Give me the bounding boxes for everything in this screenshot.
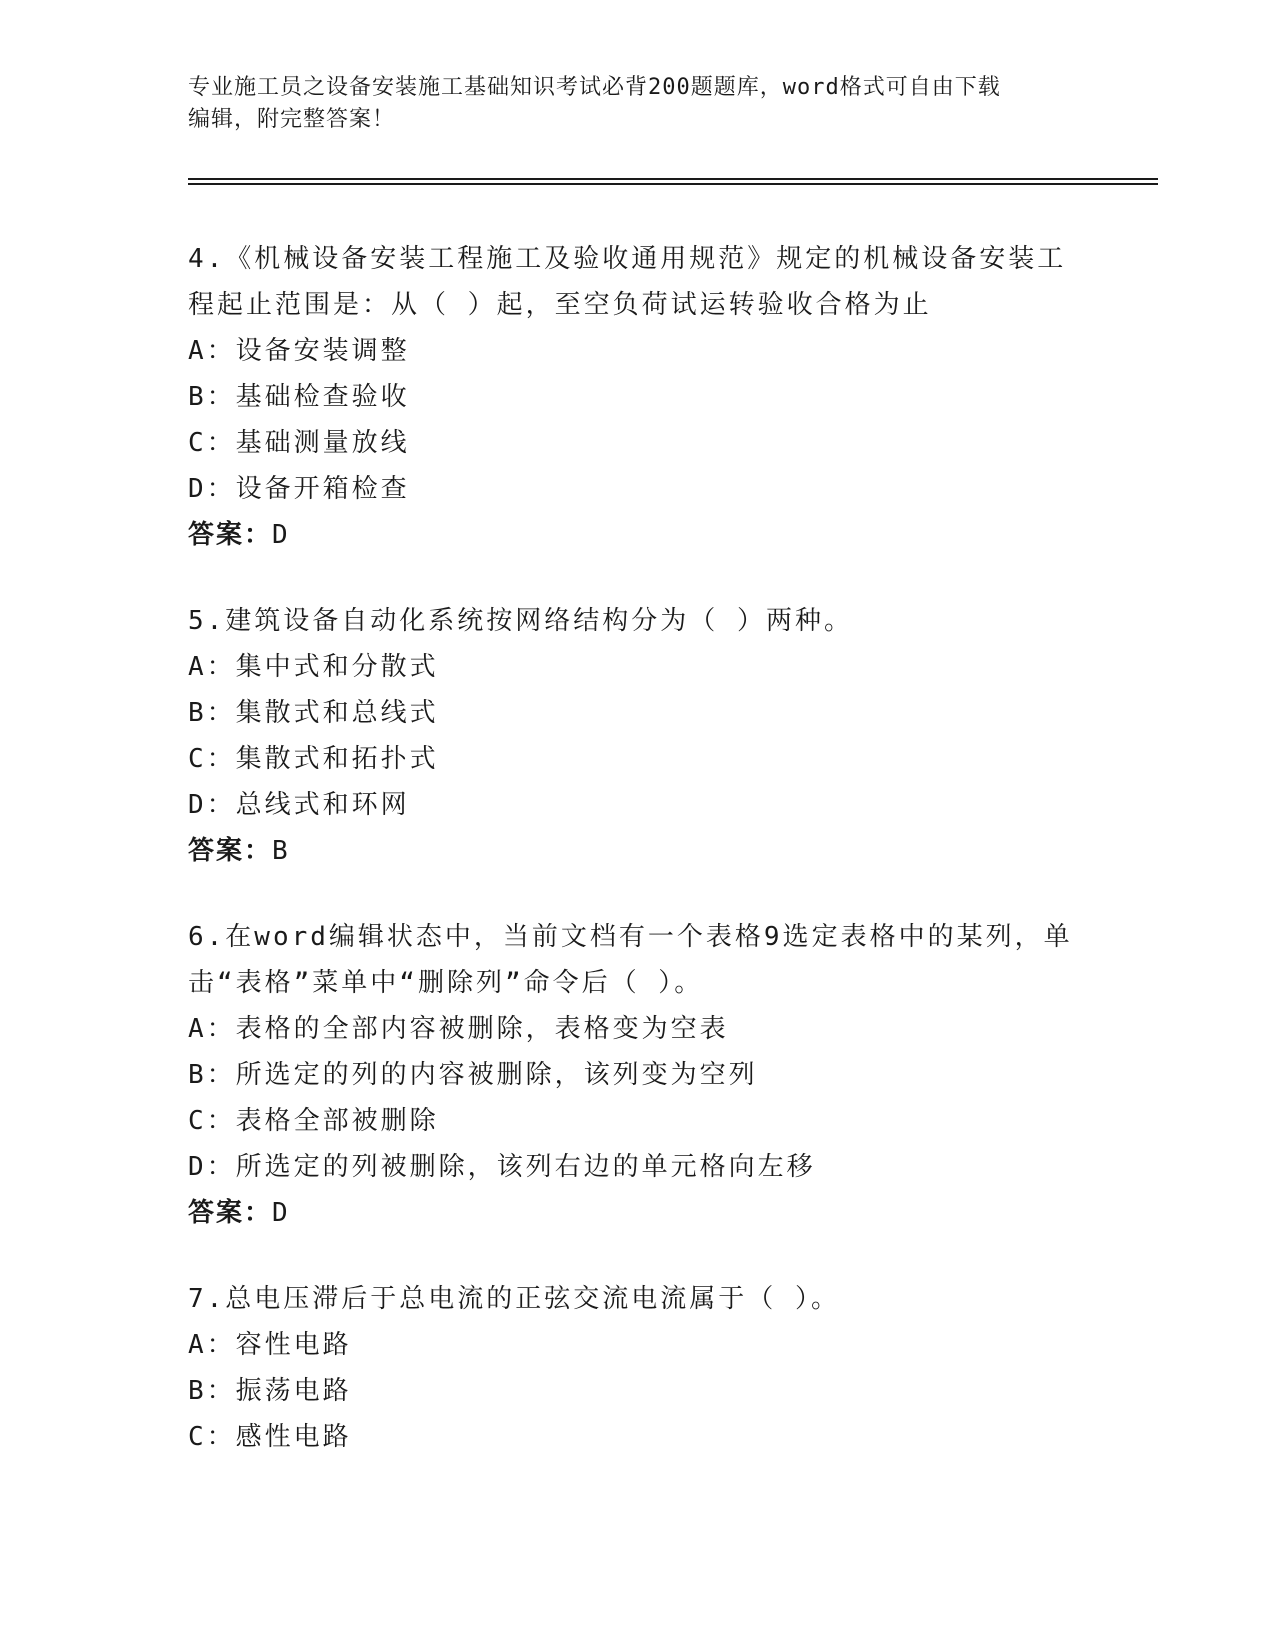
question-stem: 6.在word编辑状态中，当前文档有一个表格9选定表格中的某列，单 bbox=[188, 922, 1073, 952]
question-stem-continued: 程起止范围是：从（ ）起，至空负荷试运转验收合格为止 bbox=[188, 290, 932, 320]
option-d: D：设备开箱检查 bbox=[188, 474, 410, 504]
option-c: C：感性电路 bbox=[188, 1422, 352, 1452]
option-b: B：振荡电路 bbox=[188, 1376, 352, 1406]
answer-line bbox=[188, 1190, 1088, 1236]
question-7 bbox=[188, 1276, 1088, 1460]
header-title-line-1: 专业施工员之设备安装施工基础知识考试必背200题题库，word格式可自由下载 bbox=[188, 75, 1001, 100]
answer-label: 答案： bbox=[188, 1198, 273, 1228]
question-stem: 7.总电压滞后于总电流的正弦交流电流属于（ ）。 bbox=[188, 1284, 840, 1314]
option-a: A：表格的全部内容被删除，表格变为空表 bbox=[188, 1014, 729, 1044]
question-list bbox=[188, 236, 1088, 1500]
header-title-line-2: 编辑，附完整答案！ bbox=[188, 107, 396, 132]
question-4 bbox=[188, 236, 1088, 558]
answer-value: D bbox=[272, 520, 289, 550]
question-stem: 4.《机械设备安装工程施工及验收通用规范》规定的机械设备安装工 bbox=[188, 244, 1067, 274]
answer-value: D bbox=[272, 1198, 289, 1228]
option-c: C：表格全部被删除 bbox=[188, 1106, 439, 1136]
answer-value: B bbox=[272, 836, 289, 866]
question-6 bbox=[188, 914, 1088, 1236]
option-a: A：设备安装调整 bbox=[188, 336, 410, 366]
header-divider-top bbox=[188, 178, 1158, 180]
option-a: A：容性电路 bbox=[188, 1330, 352, 1360]
answer-label: 答案： bbox=[188, 520, 273, 550]
option-d: D：总线式和环网 bbox=[188, 790, 410, 820]
document-header bbox=[188, 72, 1088, 136]
answer-line bbox=[188, 512, 1088, 558]
option-a: A：集中式和分散式 bbox=[188, 652, 439, 682]
answer-line bbox=[188, 828, 1088, 874]
question-stem: 5.建筑设备自动化系统按网络结构分为（ ）两种。 bbox=[188, 606, 853, 636]
option-c: C：基础测量放线 bbox=[188, 428, 410, 458]
header-divider-bottom bbox=[188, 183, 1158, 185]
option-d: D：所选定的列被删除，该列右边的单元格向左移 bbox=[188, 1152, 816, 1182]
option-c: C：集散式和拓扑式 bbox=[188, 744, 439, 774]
option-b: B：基础检查验收 bbox=[188, 382, 410, 412]
option-b: B：所选定的列的内容被删除，该列变为空列 bbox=[188, 1060, 758, 1090]
answer-label: 答案： bbox=[188, 836, 273, 866]
question-5 bbox=[188, 598, 1088, 874]
question-stem-continued: 击“表格”菜单中“删除列”命令后（ ）。 bbox=[188, 968, 704, 998]
option-b: B：集散式和总线式 bbox=[188, 698, 439, 728]
